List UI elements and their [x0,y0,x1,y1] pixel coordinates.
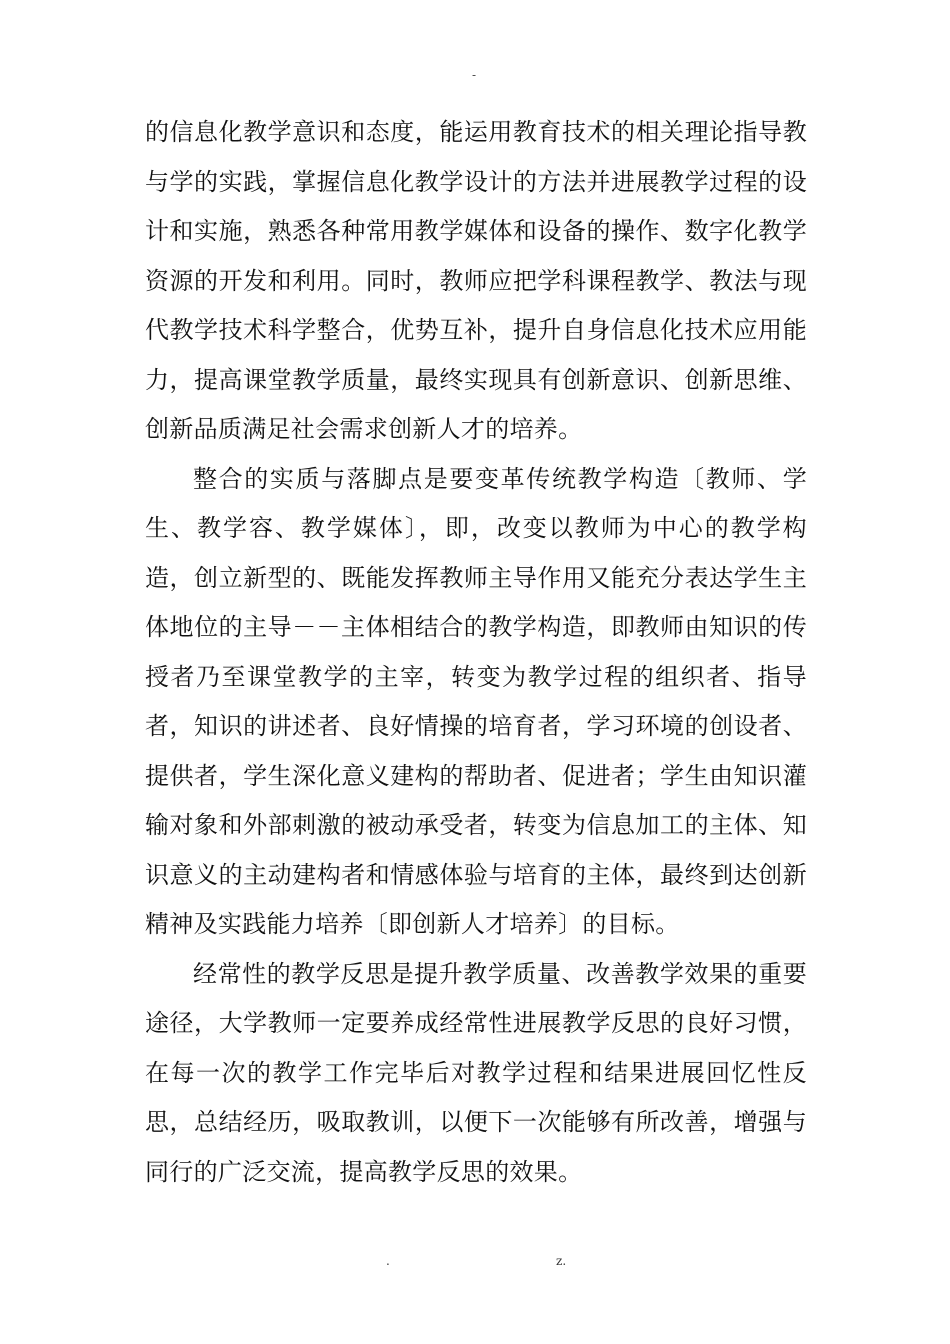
paragraph-1: 的信息化教学意识和态度，能运用教育技术的相关理论指导教与学的实践，掌握信息化教学设计的方法并进展教学过程的设计和实施，熟悉各种常用教学媒体和设备的操作、数字化教学资源的开发和利用。同时，教师应把学科课程教学、教法与现代教学技术科学整合，优势互补，提升自身信息化技术应用能力，提高课堂教学质量，最终实现具有创新意识、创新思维、创新品质满足社会需求创新人才的培养。 [145,118,807,443]
paragraph-3: 经常性的教学反思是提升教学质量、改善教学效果的重要途径，大学教师一定要养成经常性进展教学反思的良好习惯， 在每一次的教学工作完毕后对教学过程和结果进展回忆性反思，总结经历，吸取教训，以便下一次能够有所改善，增强与同行的广泛交流，提高教学反思的效果。 [145,959,807,1186]
page-footer-right: z. [556,1254,567,1268]
paragraph-2: 整合的实质与落脚点是要变革传统教学构造〔教师、学生、教学容、教学媒体〕，即，改变以教师为中心的教学构造，创立新型的、既能发挥教师主导作用又能充分表达学生主体地位的主导－－主体相结合的教学构造，即教师由知识的传授者乃至课堂教学的主宰，转变为教学过程的组织者、指导者，知识的讲述者、良好情操的培育者，学习环境的创设者、提供者，学生深化意义建构的帮助者、促进者；学生由知识灌输对象和外部刺激的被动承受者，转变为信息加工的主体、知识意义的主动建构者和情感体验与培育的主体，最终到达创新精神及实践能力培养〔即创新人才培养〕的目标。 [145,464,807,938]
document-body [145,108,807,1197]
page-header-mark: - [472,68,477,82]
page-footer-left: . [386,1254,390,1268]
